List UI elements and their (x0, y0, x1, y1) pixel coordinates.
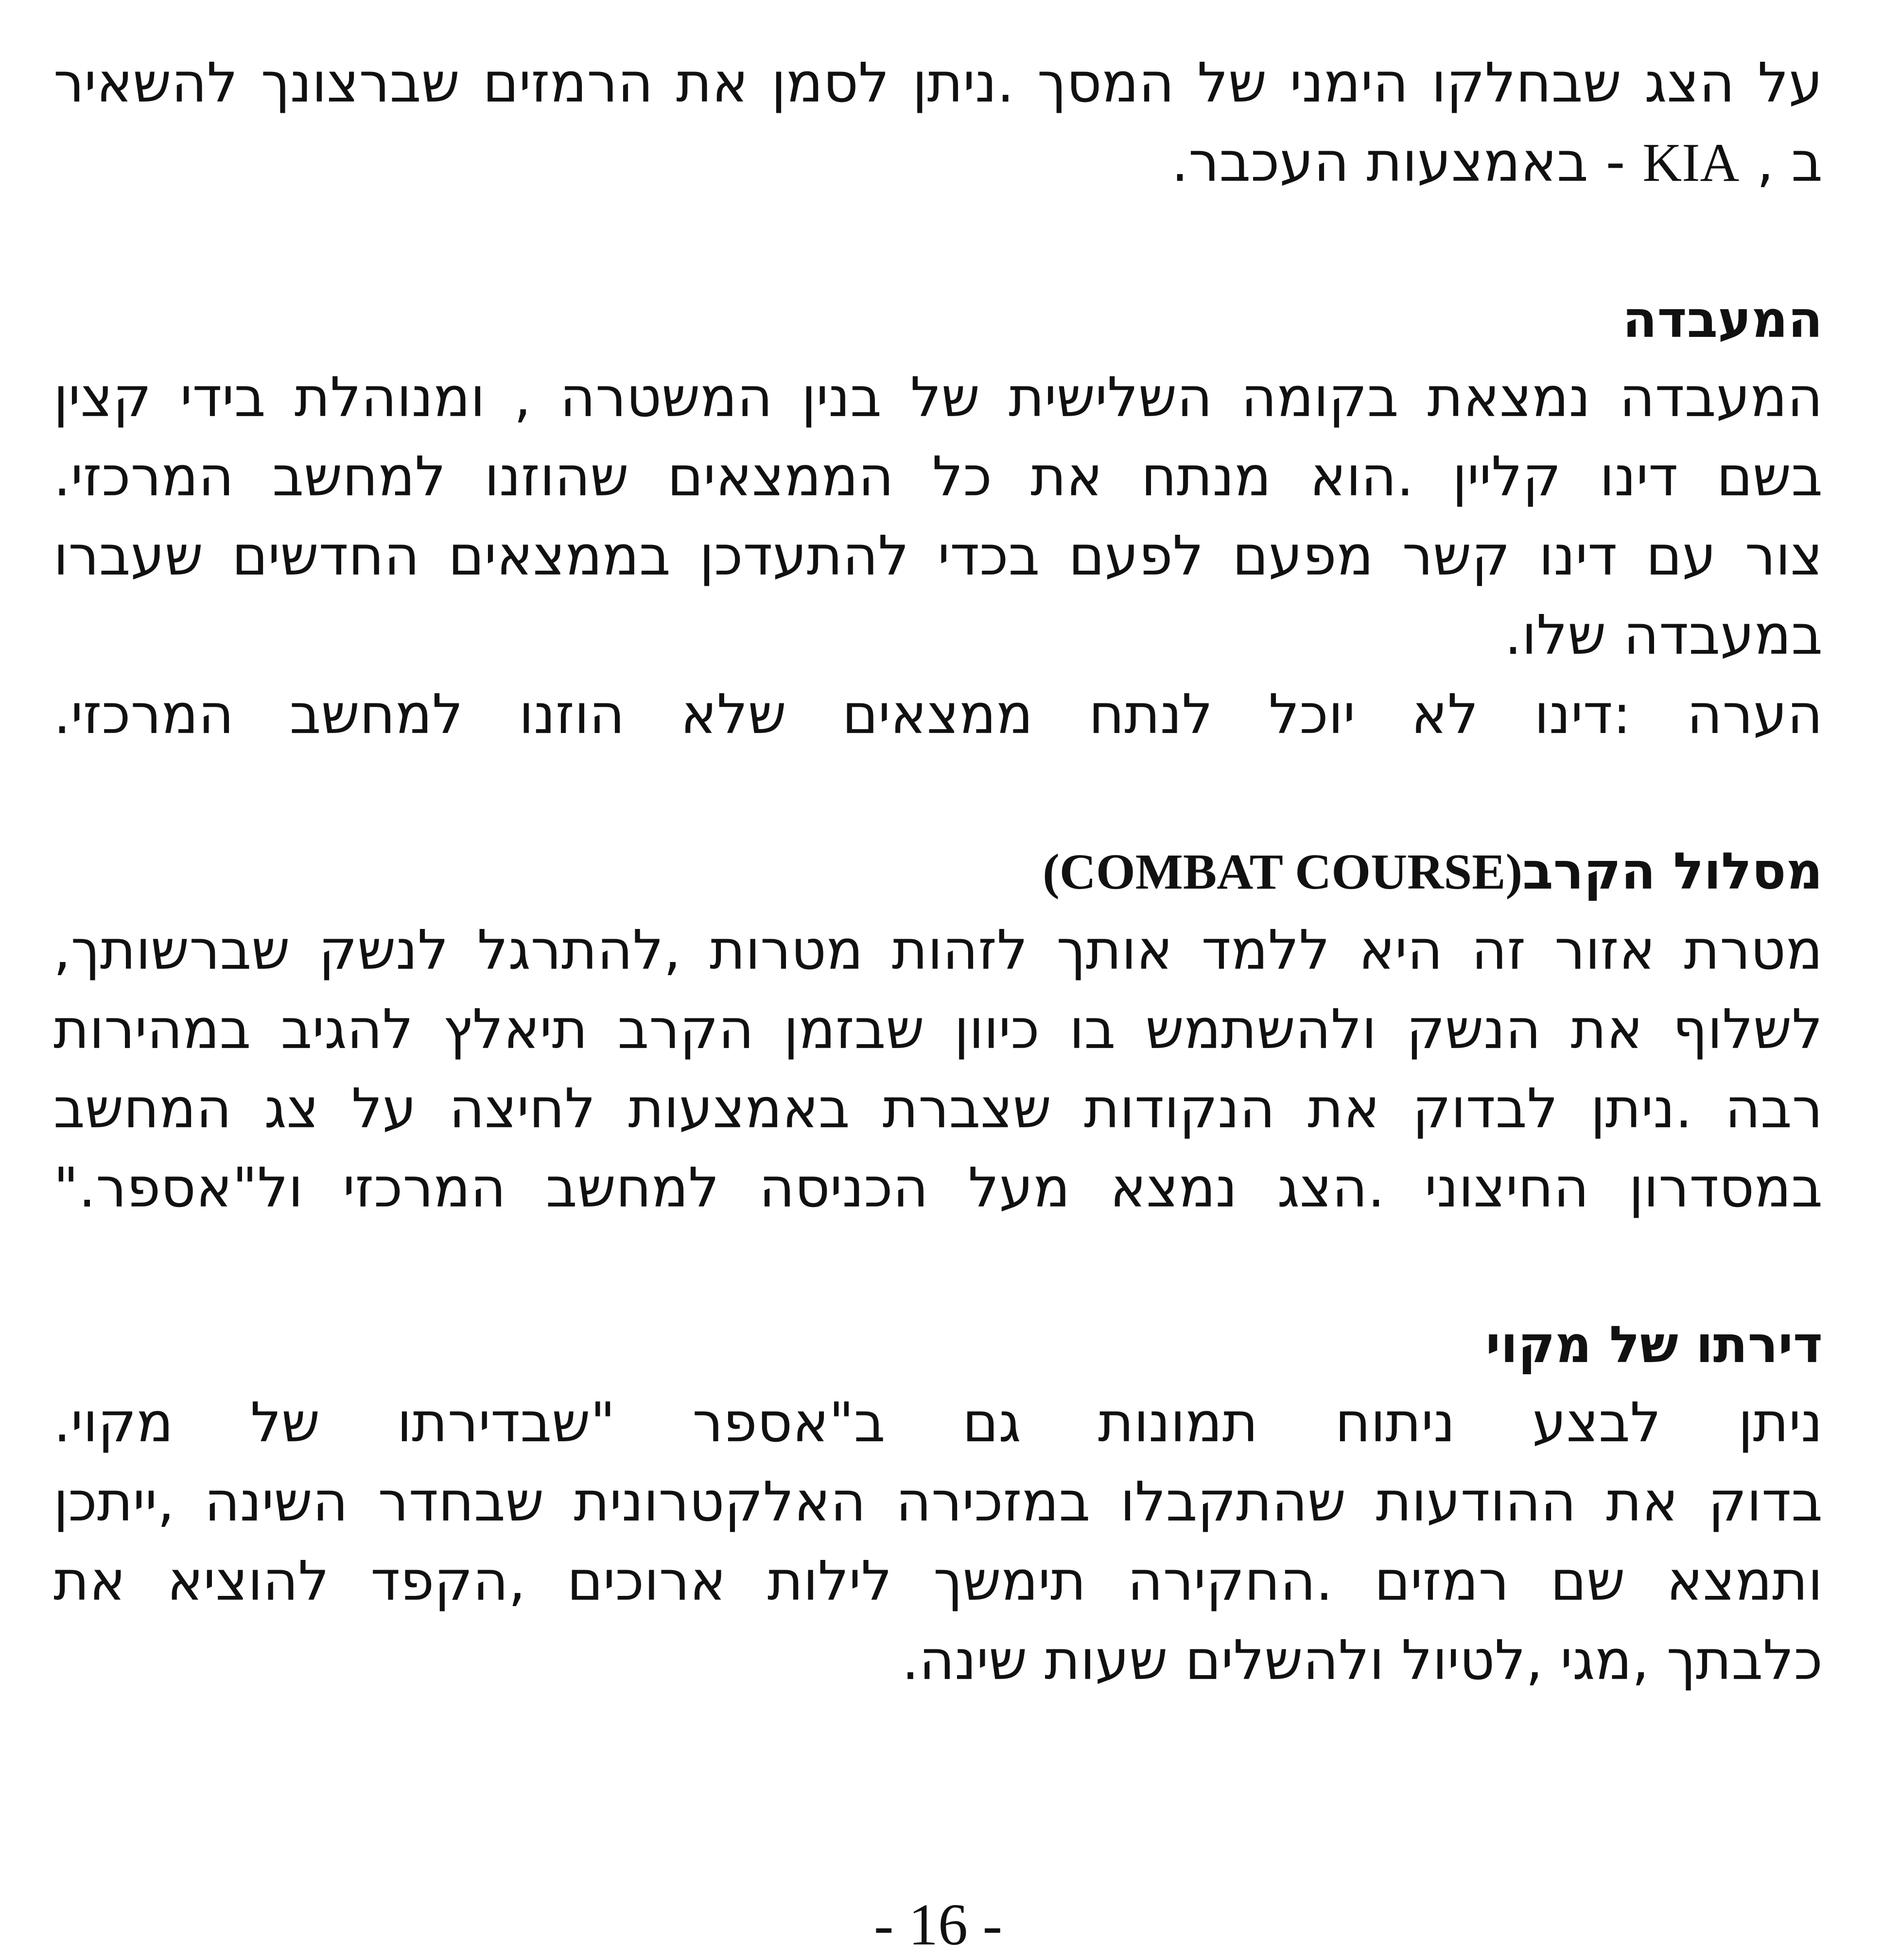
lab-line-1: המעבדה נמצאת בקומה השלישית של בנין המשטרה , ומנוהלת בידי קצין (53, 366, 1823, 429)
intro-line-2-suffix: - באמצעות העכבר. (1171, 131, 1625, 194)
apartment-line-3: ותמצא שם רמזים .החקירה תימשך לילות ארוכים ,הקפד להוציא את (53, 1550, 1823, 1613)
section-gap (53, 754, 1823, 832)
section-gap (53, 203, 1823, 280)
intro-line-1: על הצג שבחלקו הימני של המסך .ניתן לסמן את הרמזים שברצונך להשאיר (53, 52, 1823, 115)
apartment-line-1: ניתן לבצע ניתוח תמונות גם ב"אספר "שבדירתו של מקוי. (53, 1391, 1823, 1454)
kia-code: KIA (1642, 133, 1740, 193)
lab-line-4: במעבדה שלו. (1504, 604, 1823, 667)
apartment-paragraph (53, 1383, 1823, 1700)
apartment-line-4: כלבתך ,מגי ,לטיול ולהשלים שעות שינה. (902, 1629, 1823, 1692)
intro-line-2-prefix: ב , (1757, 131, 1823, 194)
combat-heading-english: (COMBAT COURSE) (1043, 844, 1523, 900)
lab-line-3: צור עם דינו קשר מפעם לפעם בכדי להתעדכן בממצאים החדשים שעברו (53, 525, 1823, 588)
lab-paragraph (53, 358, 1823, 754)
combat-paragraph (53, 911, 1823, 1228)
combat-line-4: במסדרון החיצוני .הצג נמצא מעל הכניסה למחשב המרכזי ול"אספר." (53, 1156, 1823, 1220)
combat-line-1: מטרת אזור זה היא ללמד אותך לזהות מטרות ,להתרגל לנשק שברשותך, (53, 919, 1823, 982)
apartment-line-2: בדוק את ההודעות שהתקבלו במזכירה האלקטרונית שבחדר השינה ,ייתכן (53, 1470, 1823, 1534)
combat-heading (53, 832, 1823, 911)
intro-paragraph (53, 44, 1823, 203)
document-page (53, 44, 1823, 1958)
lab-note: הערה :דינו לא יוכל לנתח ממצאים שלא הוזנו למחשב המרכזי. (53, 683, 1823, 746)
lab-heading: המעבדה (1622, 290, 1823, 349)
lab-line-2: בשם דינו קליין .הוא מנתח את כל הממצאים שהוזנו למחשב המרכזי. (53, 445, 1823, 508)
apartment-heading: דירתו של מקוי (1485, 1315, 1823, 1374)
intro-line-2 (53, 123, 1823, 203)
section-gap (53, 1228, 1823, 1306)
combat-line-3: רבה .ניתן לבדוק את הנקודות שצברת באמצעות לחיצה על צג המחשב (53, 1077, 1823, 1140)
page-number: - 16 - (873, 1892, 1003, 1958)
combat-heading-hebrew: מסלול הקרב (1522, 841, 1823, 901)
combat-line-2: לשלוף את הנשק ולהשתמש בו כיוון שבזמן הקרב תיאלץ להגיב במהירות (53, 998, 1823, 1061)
